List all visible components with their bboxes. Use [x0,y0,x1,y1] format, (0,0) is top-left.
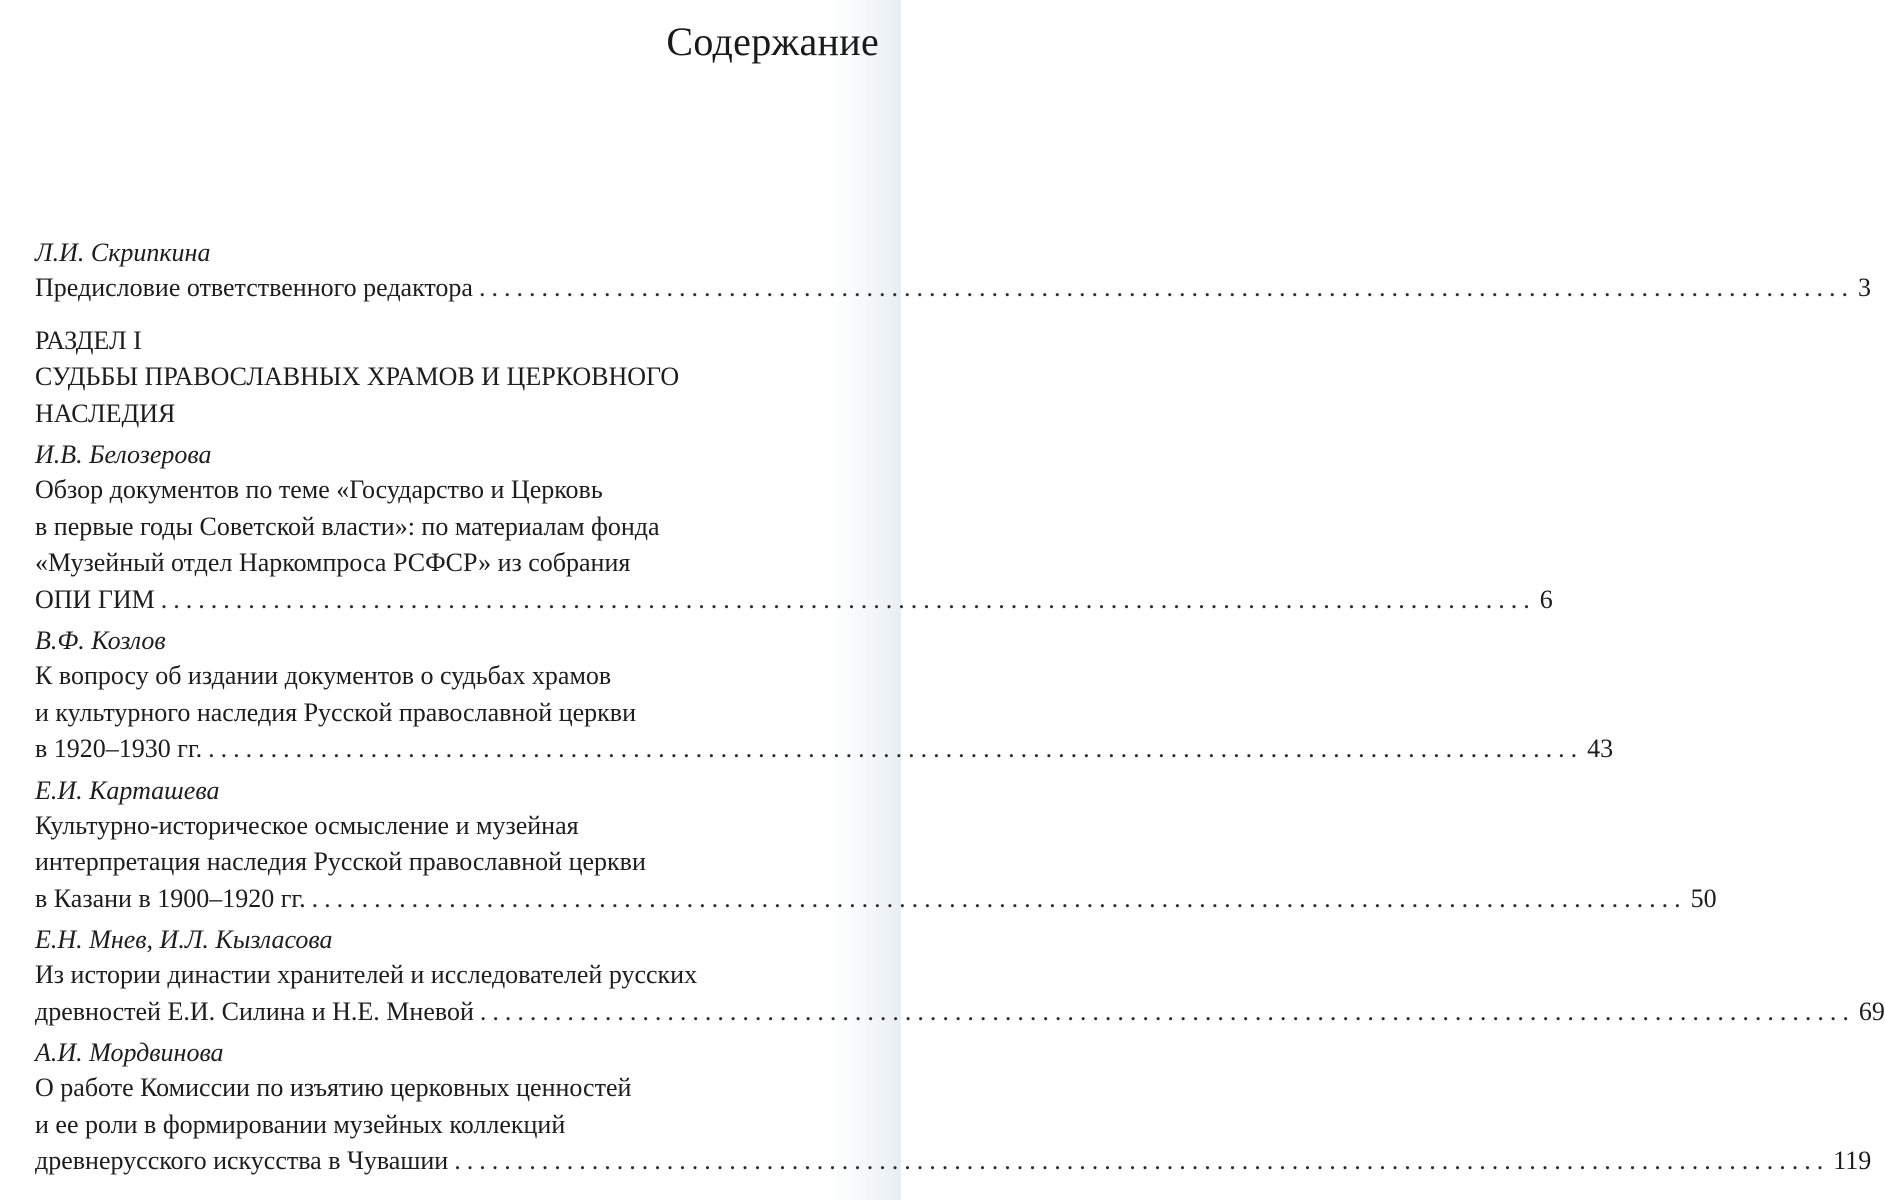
entry-page-number: 69 [1858,996,1885,1026]
section-heading-line: НАСЛЕДИЯ [35,398,176,428]
entry-page-number: 119 [1833,1146,1872,1175]
dot-leader: .............................................................................................................. [454,1146,1830,1175]
entry-title-line: Из истории династии хранителей и исследователей русских [35,960,698,989]
toc-entry-preface [35,236,1871,307]
toc-entry [35,923,1885,1030]
entry-title: ОПИ ГИМ [35,584,155,614]
entry-author: В.Ф. Козлов [35,626,166,655]
toc-entry [35,1036,1872,1180]
entry-last-line[interactable] [35,1143,1872,1180]
entry-last-line[interactable] [35,994,1885,1031]
dot-leader: .............................................................................................................. [208,734,1584,763]
section-heading [35,323,881,433]
entry-page-number: 6 [1539,584,1553,614]
table-of-contents [35,236,1885,1180]
dot-leader: .............................................................................................................. [478,273,1854,302]
entry-author: Л.И. Скрипкина [35,238,211,267]
entry-last-line[interactable] [35,731,1614,768]
entry-title-line: «Музейный отдел Наркомпроса РСФСР» из собрания [35,548,631,577]
dot-leader: .............................................................................................................. [160,584,1536,614]
entry-last-line[interactable] [35,582,1553,619]
entry-title-line: в первые годы Советской власти»: по материалам фонда [35,511,660,541]
entry-author: И.В. Белозерова [35,440,212,469]
entry-page-number: 3 [1857,273,1871,302]
entry-title-line: К вопросу об издании документов о судьбах храмов [35,661,612,690]
toc-entry [35,774,1717,918]
entry-title-line: О работе Комиссии по изъятию церковных ценностей [35,1073,632,1102]
section-heading-line: РАЗДЕЛ I [35,325,142,355]
entry-last-line[interactable] [35,270,1871,307]
entry-title: Предисловие ответственного редактора [35,273,473,302]
entry-title-line: и культурного наследия Русской православной церкви [35,697,636,727]
entry-page-number: 43 [1587,734,1614,763]
page-title: Содержание [666,19,879,64]
entry-title-line: интерпретация наследия Русской православной церкви [35,847,646,876]
entry-title-line: и ее роли в формировании музейных коллекций [35,1109,566,1139]
entry-title: древностей Е.И. Силина и Н.Е. Мневой [35,996,474,1026]
toc-entry [35,438,1553,618]
entry-title-line: Обзор документов по теме «Государство и Церковь [35,475,603,504]
entry-title-line: Культурно-историческое осмысление и музейная [35,810,579,840]
toc-entry [35,624,1614,768]
dot-leader: .............................................................................................................. [311,883,1687,913]
entry-title: древнерусского искусства в Чувашии [35,1146,449,1175]
entry-author: А.И. Мордвинова [35,1038,224,1067]
entry-author: Е.И. Карташева [35,775,220,805]
dot-leader: .............................................................................................................. [479,996,1855,1026]
entry-title: в 1920–1930 гг. [35,734,203,763]
entry-last-line[interactable] [35,881,1717,918]
section-heading-line: СУДЬБЫ ПРАВОСЛАВНЫХ ХРАМОВ И ЦЕРКОВНОГО [35,362,680,391]
entry-author: Е.Н. Мнев, И.Л. Кызласова [35,925,333,954]
entry-title: в Казани в 1900–1920 гг. [35,883,306,913]
entry-page-number: 50 [1690,883,1717,913]
